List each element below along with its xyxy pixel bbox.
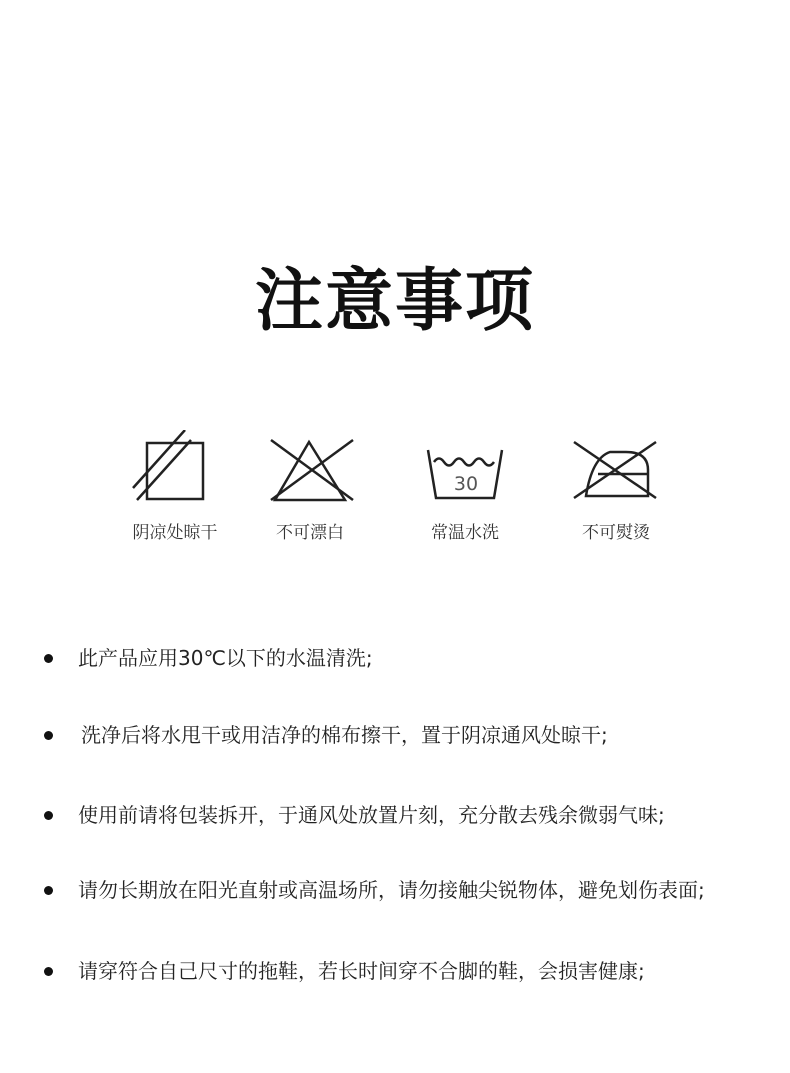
dry-flat-in-shade-icon — [125, 430, 225, 510]
notice-item: 请勿长期放在阳光直射或高温场所，请勿接触尖锐物体，避免划伤表面; — [78, 878, 705, 902]
bullet-icon — [44, 967, 53, 976]
page-title: 注意事项 — [254, 262, 535, 341]
do-not-bleach-icon — [265, 430, 365, 510]
bullet-icon — [44, 731, 53, 740]
care-label-dry-in-shade: 阴凉处晾干 — [132, 523, 218, 543]
notice-item: 此产品应用30℃以下的水温清洗; — [78, 646, 373, 670]
notice-item: 请穿符合自己尺寸的拖鞋，若长时间穿不合脚的鞋，会损害健康; — [78, 959, 645, 983]
wash-30-icon — [420, 430, 520, 510]
care-label-wash: 常温水洗 — [431, 523, 499, 543]
wash-temperature-label: 30 — [453, 473, 479, 495]
bullet-icon — [44, 886, 53, 895]
notice-item: 使用前请将包装拆开，于通风处放置片刻，充分散去残余微弱气味; — [78, 803, 665, 827]
bullet-icon — [44, 654, 53, 663]
care-label-no-iron: 不可熨烫 — [582, 523, 650, 543]
do-not-iron-icon — [570, 430, 670, 510]
notice-item: 洗净后将水甩干或用洁净的棉布擦干，置于阴凉通风处晾干; — [81, 723, 608, 747]
bullet-icon — [44, 811, 53, 820]
care-label-no-bleach: 不可漂白 — [276, 523, 344, 543]
